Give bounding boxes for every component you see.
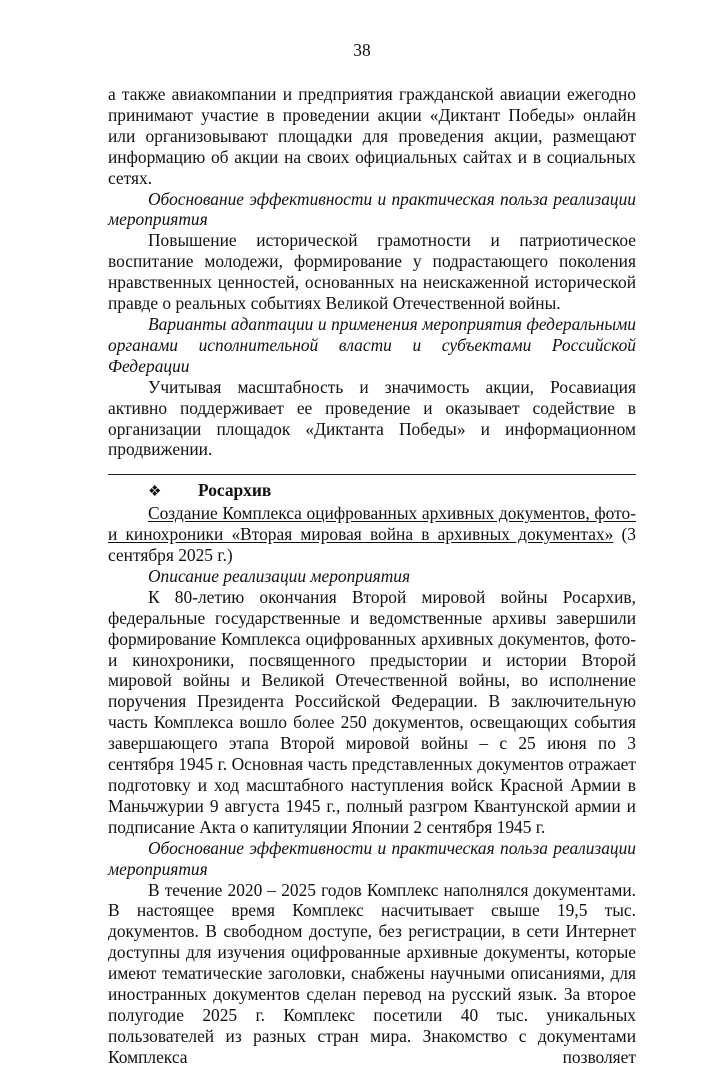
paragraph-adaptation: Учитывая масштабность и значимость акции, Росавиация активно поддерживает ее проведение и оказывает содействие в организации площадок «Диктанта Победы» и информационном продвижении. [108, 376, 636, 460]
event-title-block [108, 503, 636, 566]
paragraph-effectiveness: Повышение исторической грамотности и патриотическое воспитание молодежи, формирование у подрастающего поколения нравственных ценностей, основанных на неискаженной исторической правде о реальных событиях Великой Отечественной войны. [108, 230, 636, 314]
paragraph-description: К 80-летию окончания Второй мировой войны Росархив, федеральные государственные и ведомственные архивы завершили формирование Комплекса оцифрованных архивных документов, фото- и кинохроники, посвященного предыстории и истории Второй мировой войны и Великой Отечественной войны, во исполнение поручения Президента Российской Федерации. В заключительную часть Комплекса вошло более 250 документов, освещающих события завершающего этапа Второй мировой войны – с 25 июня по 3 сентября 1945 г. Основная часть представленных документов отражает подготовку и ход масштабного наступления войск Красной Армии в Маньчжурии 9 августа 1945 г., полный разгром Квантунской армии и подписание Акта о капитуляции Японии 2 сентября 1945 г. [108, 586, 636, 837]
subheading-effectiveness: Обоснование эффективности и практическая польза реализации мероприятия [108, 188, 636, 230]
paragraph-effectiveness-2: В течение 2020 – 2025 годов Комплекс наполнялся документами. В настоящее время Комплекс насчитывает свыше 19,5 тыс. документов. В свободном доступе, без регистрации, в сети Интернет доступны для изучения оцифрованные архивные документы, которые имеют тематические заголовки, снабжены научными описаниями, для иностранных документов сделан перевод на русский язык. За второе полугодие 2025 г. Комплекс посетили 40 тыс. уникальных пользователей из разных стран мира. Знакомство с документами Комплекса позволяет [108, 879, 636, 1067]
subheading-effectiveness-2: Обоснование эффективности и практическая польза реализации мероприятия [108, 837, 636, 879]
subheading-adaptation: Варианты адаптации и применения мероприятия федеральными органами исполнительной власти и субъектами Российской Федерации [108, 313, 636, 376]
subheading-description: Описание реализации мероприятия [148, 565, 411, 586]
event-date: (3 сентября 2025 г.) [108, 524, 636, 566]
page-body [108, 84, 636, 1068]
paragraph-aviation-participation: а также авиакомпании и предприятия гражданской авиации ежегодно принимают участие в проведении акции «Диктант Победы» онлайн или организовывают площадки для проведения акции, размещают информацию об акции на своих официальных сайтах и в социальных сетях. [108, 84, 636, 188]
section-divider [108, 474, 636, 475]
org-heading [108, 480, 636, 503]
event-title: Создание Комплекса оцифрованных архивных документов, фото- и кинохроники «Вторая мировая война в архивных документах» [108, 503, 636, 545]
diamond-bullet-icon: ❖ [148, 484, 162, 501]
org-name: Росархив [198, 480, 272, 501]
page-number: 38 [353, 40, 371, 60]
